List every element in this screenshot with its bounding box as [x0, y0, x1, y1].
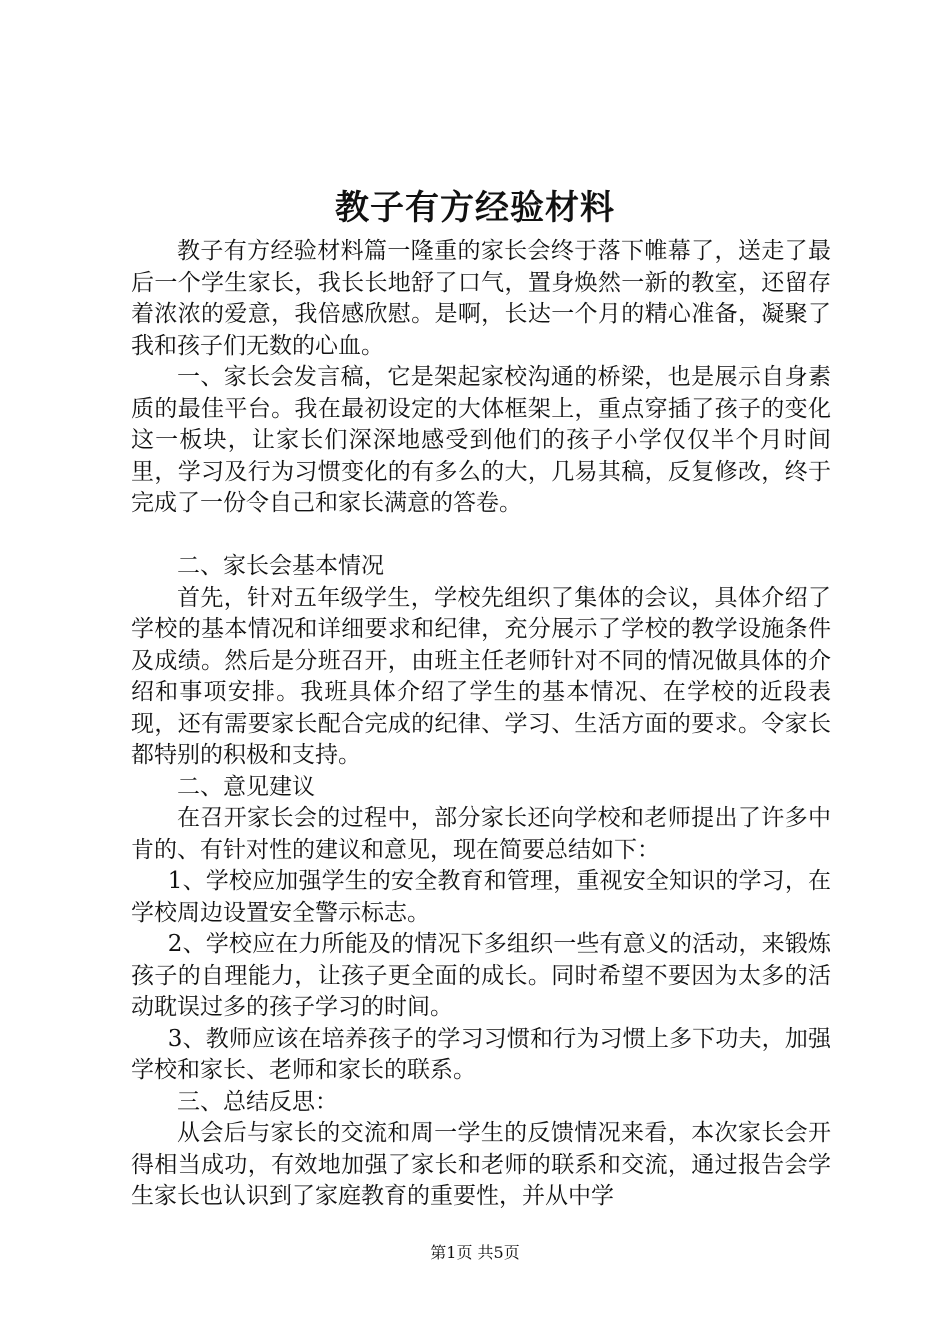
paragraph-intro: 教子有方经验材料篇一隆重的家长会终于落下帷幕了，送走了最后一个学生家长，我长长地舒了口气，置身焕然一新的教室，还留存着浓浓的爱意，我倍感欣慰。是啊，长达一个月的精心准备，凝聚了我和孩子们无数的心血。 — [131, 238, 831, 359]
suggestion-item-1: 1、学校应加强学生的安全教育和管理，重视安全知识的学习，在学校周边设置安全警示标志。 — [131, 868, 831, 926]
paragraph-suggestions-intro: 在召开家长会的过程中，部分家长还向学校和老师提出了许多中肯的、有针对性的建议和意见，现在简要总结如下： — [131, 805, 831, 863]
document-body — [131, 236, 831, 1213]
paragraph-summary: 从会后与家长的交流和周一学生的反馈情况来看，本次家长会开得相当成功，有效地加强了家长和老师的联系和交流，通过报告会学生家长也认识到了家庭教育的重要性，并从中学 — [131, 1120, 831, 1209]
page-footer: 第1页 共5页 — [430, 1243, 520, 1262]
heading-suggestions: 二、意见建议 — [177, 773, 315, 800]
suggestion-item-3: 3、教师应该在培养孩子的学习习惯和行为习惯上多下功夫，加强学校和家长、老师和家长的联系。 — [131, 1025, 831, 1083]
paragraph-speech-draft: 一、家长会发言稿，它是架起家校沟通的桥梁，也是展示自身素质的最佳平台。我在最初设定的大体框架上，重点穿插了孩子的变化这一板块，让家长们深深地感受到他们的孩子小学仅仅半个月时间里，学习及行为习惯变化的有多么的大，几易其稿，反复修改，终于完成了一份令自己和家长满意的答卷。 — [131, 364, 831, 516]
paragraph-basic-situation: 首先，针对五年级学生，学校先组织了集体的会议，具体介绍了学校的基本情况和详细要求和纪律，充分展示了学校的教学设施条件及成绩。然后是分班召开，由班主任老师针对不同的情况做具体的介绍和事项安排。我班具体介绍了学生的基本情况、在学校的近段表现，还有需要家长配合完成的纪律、学习、生活方面的要求。令家长都特别的积极和支持。 — [131, 584, 831, 768]
heading-basic-situation: 二、家长会基本情况 — [177, 553, 384, 579]
suggestion-item-2: 2、学校应在力所能及的情况下多组织一些有意义的活动，来锻炼孩子的自理能力，让孩子更全面的成长。同时希望不要因为太多的活动耽误过多的孩子学习的时间。 — [131, 931, 831, 1020]
heading-summary: 三、总结反思： — [177, 1088, 338, 1115]
page-title: 教子有方经验材料 — [335, 188, 615, 228]
